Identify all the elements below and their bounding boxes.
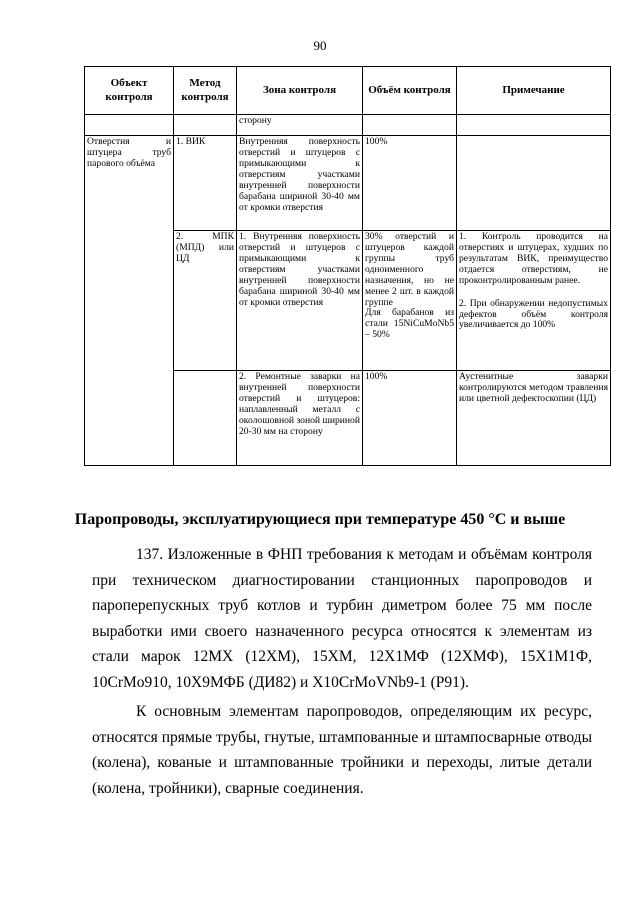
note-text-2: 2. При обнаружении недопустимых дефектов объём контроля увеличивается до 100%: [459, 297, 608, 331]
header-method: Метод контроля: [174, 67, 237, 115]
cell-volume: 100%: [363, 136, 457, 231]
volume-text-2: Для барабанов из стали 15NiCuMoNb5 – 50%: [365, 307, 454, 341]
cell-note: Аустенитные заварки контролируются методом травления или цветной дефектоскопии (ЦД): [457, 371, 611, 466]
header-object: Объект контроля: [85, 67, 174, 115]
table-row-continuation: [85, 115, 611, 136]
cell-method: [174, 371, 237, 466]
table-row: [85, 136, 611, 231]
cell-object: Отверстия и штуцера труб парового объёма: [85, 136, 174, 466]
cell-volume: [363, 231, 457, 371]
table-header-row: [85, 67, 611, 115]
cell-zone: 1. Внутренняя поверхность отверстий и штуцеров с примыкающими к отверстиям участками внутренней поверхности барабана шириной 30-40 мм от кромки отверстия: [237, 231, 363, 371]
section-heading: Паропроводы, эксплуатирующиеся при температуре 450 °С и выше: [74, 511, 566, 528]
cell-empty: [85, 115, 174, 136]
cell-empty: [457, 115, 611, 136]
header-note: Примечание: [457, 67, 611, 115]
note-text-1: 1. Контроль проводится на отверстиях и штуцерах, худших по результатам ВИК, преимущество отдается отверстиям, не проконтролированным ранее.: [459, 231, 608, 286]
header-volume: Объём контроля: [363, 67, 457, 115]
cell-volume: 100%: [363, 371, 457, 466]
cell-method: 1. ВИК: [174, 136, 237, 231]
cell-note: [457, 136, 611, 231]
cell-method: 2. МПК (МПД) или ЦД: [174, 231, 237, 371]
volume-text-1: 30% отверстий и штуцеров каждой группы труб одноименного назначения, но не менее 2 шт. в каждой группе: [365, 231, 454, 308]
cell-empty: [174, 115, 237, 136]
cell-zone: 2. Ремонтные заварки на внутренней поверхности отверстий и штуцеров: наплавленный металл с околошовной зоной шириной 20-30 мм на сторону: [237, 371, 363, 466]
cell-zone-continuation: сторону: [237, 115, 363, 136]
control-table: [84, 66, 611, 466]
header-zone: Зона контроля: [237, 67, 363, 115]
cell-zone: Внутренняя поверхность отверстий и штуцеров с примыкающими к отверстиям участками внутренней поверхности барабана шириной 30-40 мм от кромки отверстия: [237, 136, 363, 231]
cell-note: [457, 231, 611, 371]
page-number: 90: [313, 38, 327, 53]
cell-empty: [363, 115, 457, 136]
paragraph-main-elements: К основным элементам паропроводов, определяющим их ресурс, относятся прямые трубы, гнутые, штампованные и штампосварные отводы (колена), кованые и штампованные тройники и переходы, литые детали (колена, тройники), сварные соединения.: [92, 703, 592, 797]
paragraph-137: 137. Изложенные в ФНП требования к методам и объёмам контроля при техническом диагностировании станционных паропроводов и пароперепускных труб котлов и турбин диметром более 75 мм после выработки ими своего назначенного ресурса относятся к элементам из стали марок 12МХ (12ХМ), 15ХМ, 12Х1МФ (12ХМФ), 15Х1М1Ф, 10CrMo910, 10Х9МФБ (ДИ82) и X10CrMoVNb9-1 (Р91).: [92, 546, 592, 691]
